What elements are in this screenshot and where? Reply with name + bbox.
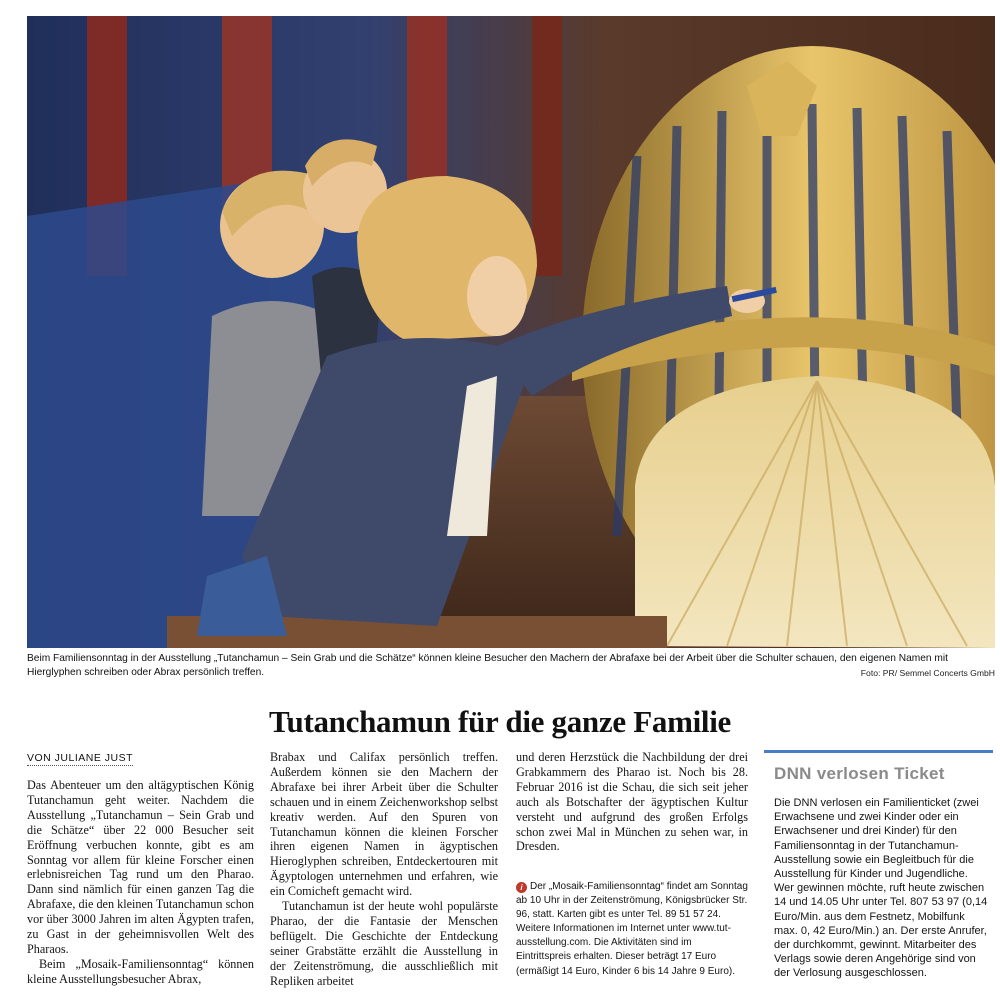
article-column-1 — [27, 778, 254, 987]
article-column-3 — [516, 750, 748, 854]
box-accent-rule — [764, 750, 993, 753]
article-photo — [27, 16, 995, 648]
giveaway-box-title: DNN verlosen Ticket — [774, 764, 945, 783]
giveaway-box-text: Die DNN verlosen ein Familienticket (zwei Erwachsene und zwei Kinder oder ein Erwachsener und drei Kinder) für den Familiensonntag in der Tutanchamun-Ausstellung sowie ein Begleitbuch für die Ausstellung für Kinder und Jugendliche. Wer gewinnen möchte, ruft heute zwischen 14 und 14.05 Uhr unter Tel. 807 53 97 (0,14 Euro/Min. aus dem Festnetz, Mobilfunk max. 0, 42 Euro/Min.) an. Der erste Anrufer, der durchkommt, gewinnt. Mitarbeiter des Verlags sowie deren Angehörige sind von der Verlosung ausgeschlossen. — [774, 797, 988, 980]
info-icon: i — [516, 882, 527, 893]
paragraph: und deren Herzstück die Nachbildung der drei Grabkammern des Pharao ist. Noch bis 28. Februar 2016 ist die Schau, die sich seit jeher auch als Botschafter der ägyptischen Kultur versteht und aufgrund des großen Erfolgs schon zwei Mal in München zu sehen war, in Dresden. — [516, 750, 748, 854]
photo-caption: Beim Familiensonntag in der Ausstellung „Tutanchamun – Sein Grab und die Schätze“ können kleine Besucher den Machern der Abrafaxe bei der Arbeit über die Schulter schauen, den eigenen Namen mit Hierglyphen schreiben oder Abrax persönlich treffen. — [27, 653, 949, 678]
article-headline: Tutanchamun für die ganze Familie — [268, 704, 732, 739]
article-column-2 — [270, 750, 498, 989]
paragraph: Tutanchamun ist der heute wohl populärste Pharao, der die Fantasie der Menschen beflügelt. Die Geschichte der Entdeckung seiner Grabstätte erzählt die Ausstellung in der Zeitenströmung, die ausschließlich mit Repliken arbeitet — [270, 899, 498, 988]
info-text: Der „Mosaik-Familiensonntag“ findet am Sonntag ab 10 Uhr in der Zeitenströmung, Königsbrücker Str. 96, statt. Karten gibt es unter Tel. 89 51 57 24. Weitere Informationen im Internet unter www.tut-ausstellung.com. Die Aktivitäten sind im Eintrittspreis erhalten. Dieser beträgt 17 Euro (ermäßigt 14 Euro, Kinder 6 bis 14 Jahre 9 Euro). — [516, 881, 748, 977]
photo-illustration — [27, 16, 995, 648]
info-note — [516, 880, 748, 979]
byline: VON JULIANE JUST — [27, 752, 134, 764]
photo-credit: Foto: PR/ Semmel Concerts GmbH — [860, 668, 995, 678]
paragraph: Beim „Mosaik-Familiensonntag“ können kleine Ausstellungsbesucher Abrax, — [27, 956, 254, 986]
paragraph: Brabax und Califax persönlich treffen. Außerdem können sie den Machern der Abrafaxe bei ihrer Arbeit über die Schulter schauen und in einem Zeichenworkshop selbst kreativ werden. Auf den Spuren von Tutanchamun können die kleinen Forscher ihren eigenen Namen in ägyptischen Hieroglyphen schreiben, Entdeckertouren mit Ägyptologen unternehmen und erfahren, wie ein Comicheft gemacht wird. — [270, 750, 498, 899]
paragraph: Das Abenteuer um den altägyptischen König Tutanchamun geht weiter. Nachdem die Ausstellung „Tutanchamun – Sein Grab und die Schätze“ über 22 000 Besucher seit Eröffnung verbuchen konnte, gibt es am Sonntag vor allem für kleine Forscher einen erlebnisreichen Tag rund um den Pharao. Dann sind nämlich für einen ganzen Tag die Abrafaxe, die den kleinen Tutanchamun schon vor über 3000 Jahren im alten Ägypten trafen, zu Gast in der geheimnisvollen Welt des Pharaos. — [27, 778, 254, 956]
